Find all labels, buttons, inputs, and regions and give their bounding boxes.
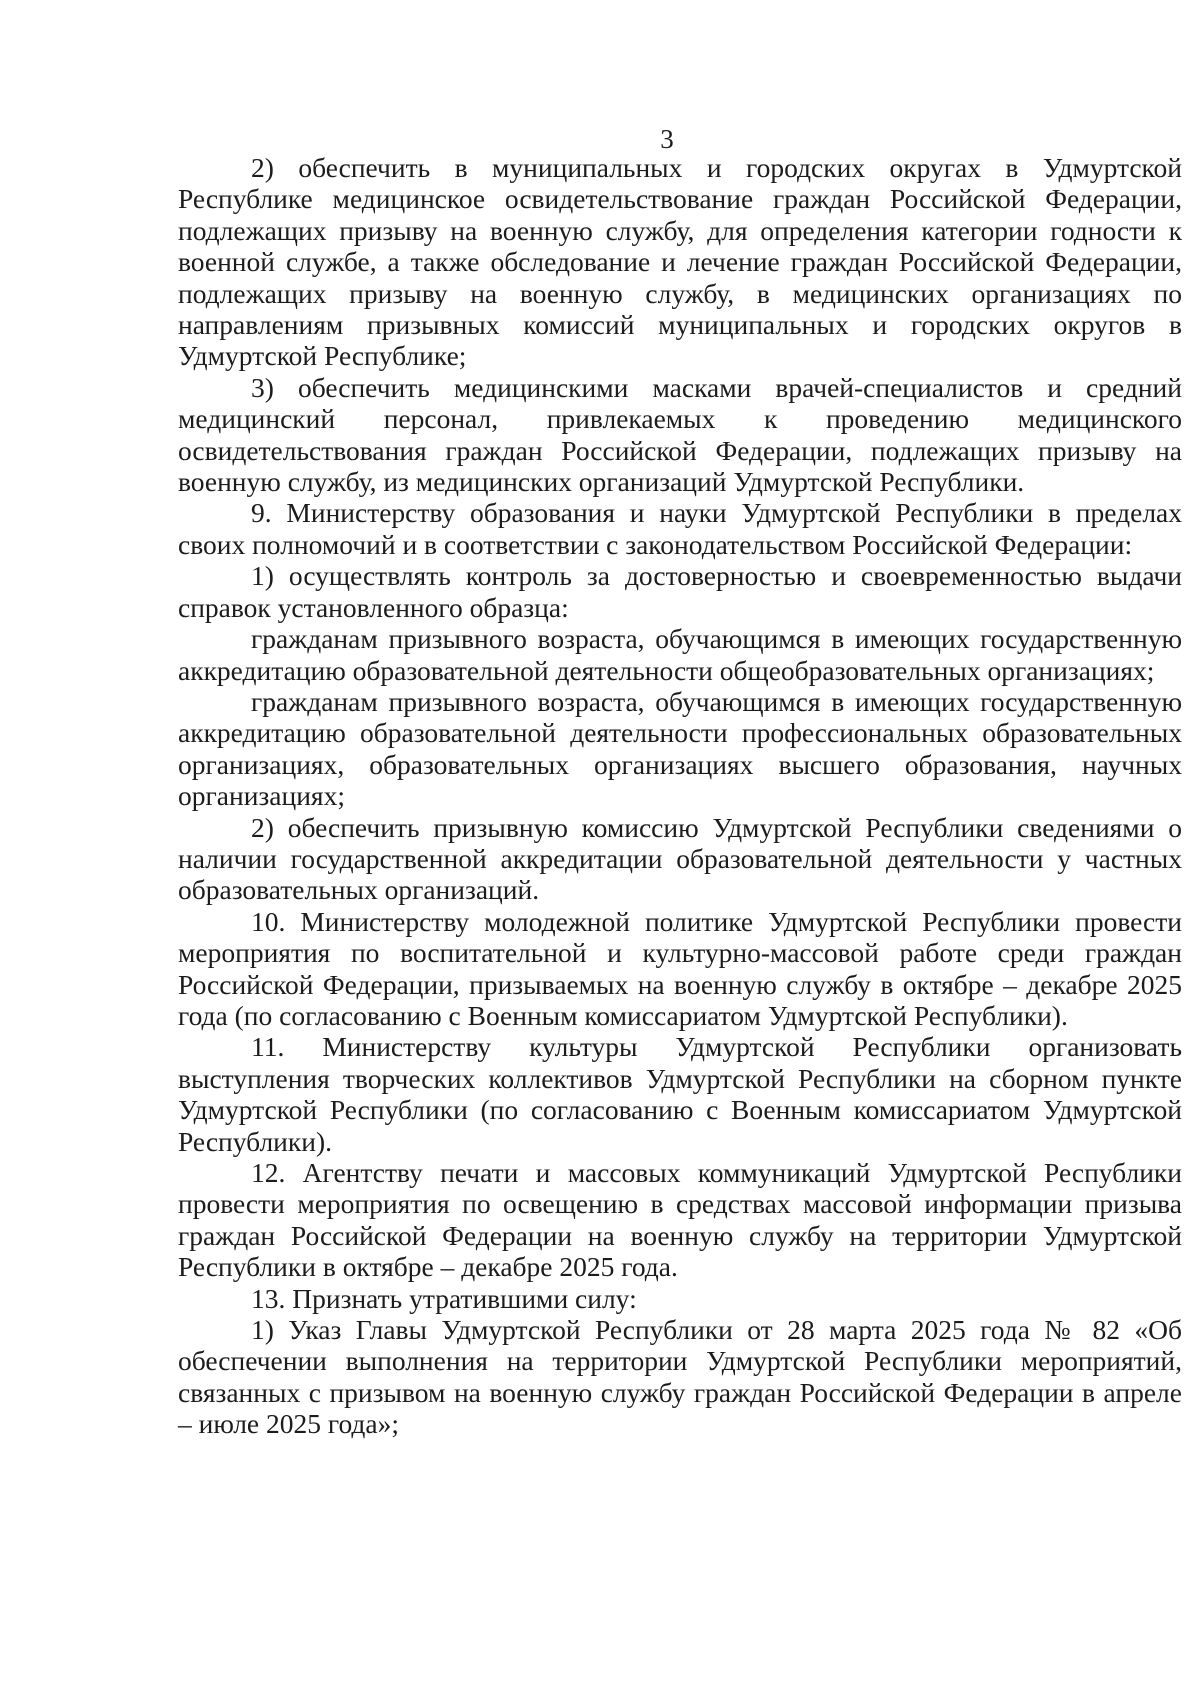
page-number: 3 [660, 124, 674, 154]
paragraph-clause-12: 12. Агентству печати и массовых коммуникаций Удмуртской Республики провести мероприятия по освещению в средствах массовой информации призыва граждан Российской Федерации на военную службу на территории Удмуртской Республики в октябре – декабре 2025 года. [178, 1157, 1182, 1283]
paragraph-clause-13: 13. Признать утратившими силу: [251, 1282, 637, 1314]
paragraph-clause-9-item-1: 1) осуществлять контроль за достоверностью и своевременностью выдачи справок установленного образца: [178, 560, 1182, 623]
paragraph-clause-11: 11. Министерству культуры Удмуртской Республики организовать выступления творческих коллективов Удмуртской Республики на сборном пункте Удмуртской Республики (по согласованию с Военным комиссариатом Удмуртской Республики). [178, 1031, 1182, 1157]
paragraph-clause-10: 10. Министерству молодежной политике Удмуртской Республики провести мероприятия по воспитательной и культурно-массовой работе среди граждан Российской Федерации, призываемых на военную службу в октябре – декабре 2025 года (по согласованию с Военным комиссариатом Удмуртской Республики). [178, 905, 1182, 1031]
paragraph-general-education: гражданам призывного возраста, обучающимся в имеющих государственную аккредитацию образовательной деятельности общеобразовательных организациях; [178, 623, 1182, 686]
paragraph-item-2: 2) обеспечить в муниципальных и городских округах в Удмуртской Республике медицинское освидетельствование граждан Российской Федерации, подлежащих призыву на военную службу, для определения категории годности к военной службе, а также обследование и лечение граждан Российской Федерации, подлежащих призыву на военную службу, в медицинских организациях по направлениям призывных комиссий муниципальных и городских округов в Удмуртской Республике; [178, 152, 1182, 372]
document-body [178, 152, 1182, 1440]
paragraph-professional-education: гражданам призывного возраста, обучающимся в имеющих государственную аккредитацию образовательной деятельности профессиональных образовательных организациях, образовательных организациях высшего образования, научных организациях; [178, 685, 1182, 812]
paragraph-clause-13-item-1: 1) Указ Главы Удмуртской Республики от 28 марта 2025 года № 82 «Об обеспечении выполнения на территории Удмуртской Республики мероприятий, связанных с призывом на военную службу граждан Российской Федерации в апреле – июле 2025 года»; [178, 1314, 1182, 1440]
paragraph-clause-9-item-2: 2) обеспечить призывную комиссию Удмуртской Республики сведениями о наличии государственной аккредитации образовательной деятельности у частных образовательных организаций. [178, 811, 1182, 906]
paragraph-clause-9: 9. Министерству образования и науки Удмуртской Республики в пределах своих полномочий и в соответствии с законодательством Российской Федерации: [178, 497, 1182, 560]
paragraph-item-3: 3) обеспечить медицинскими масками врачей-специалистов и средний медицинский персонал, привлекаемых к проведению медицинского освидетельствования граждан Российской Федерации, подлежащих призыву на военную службу, из медицинских организаций Удмуртской Республики. [178, 371, 1182, 498]
